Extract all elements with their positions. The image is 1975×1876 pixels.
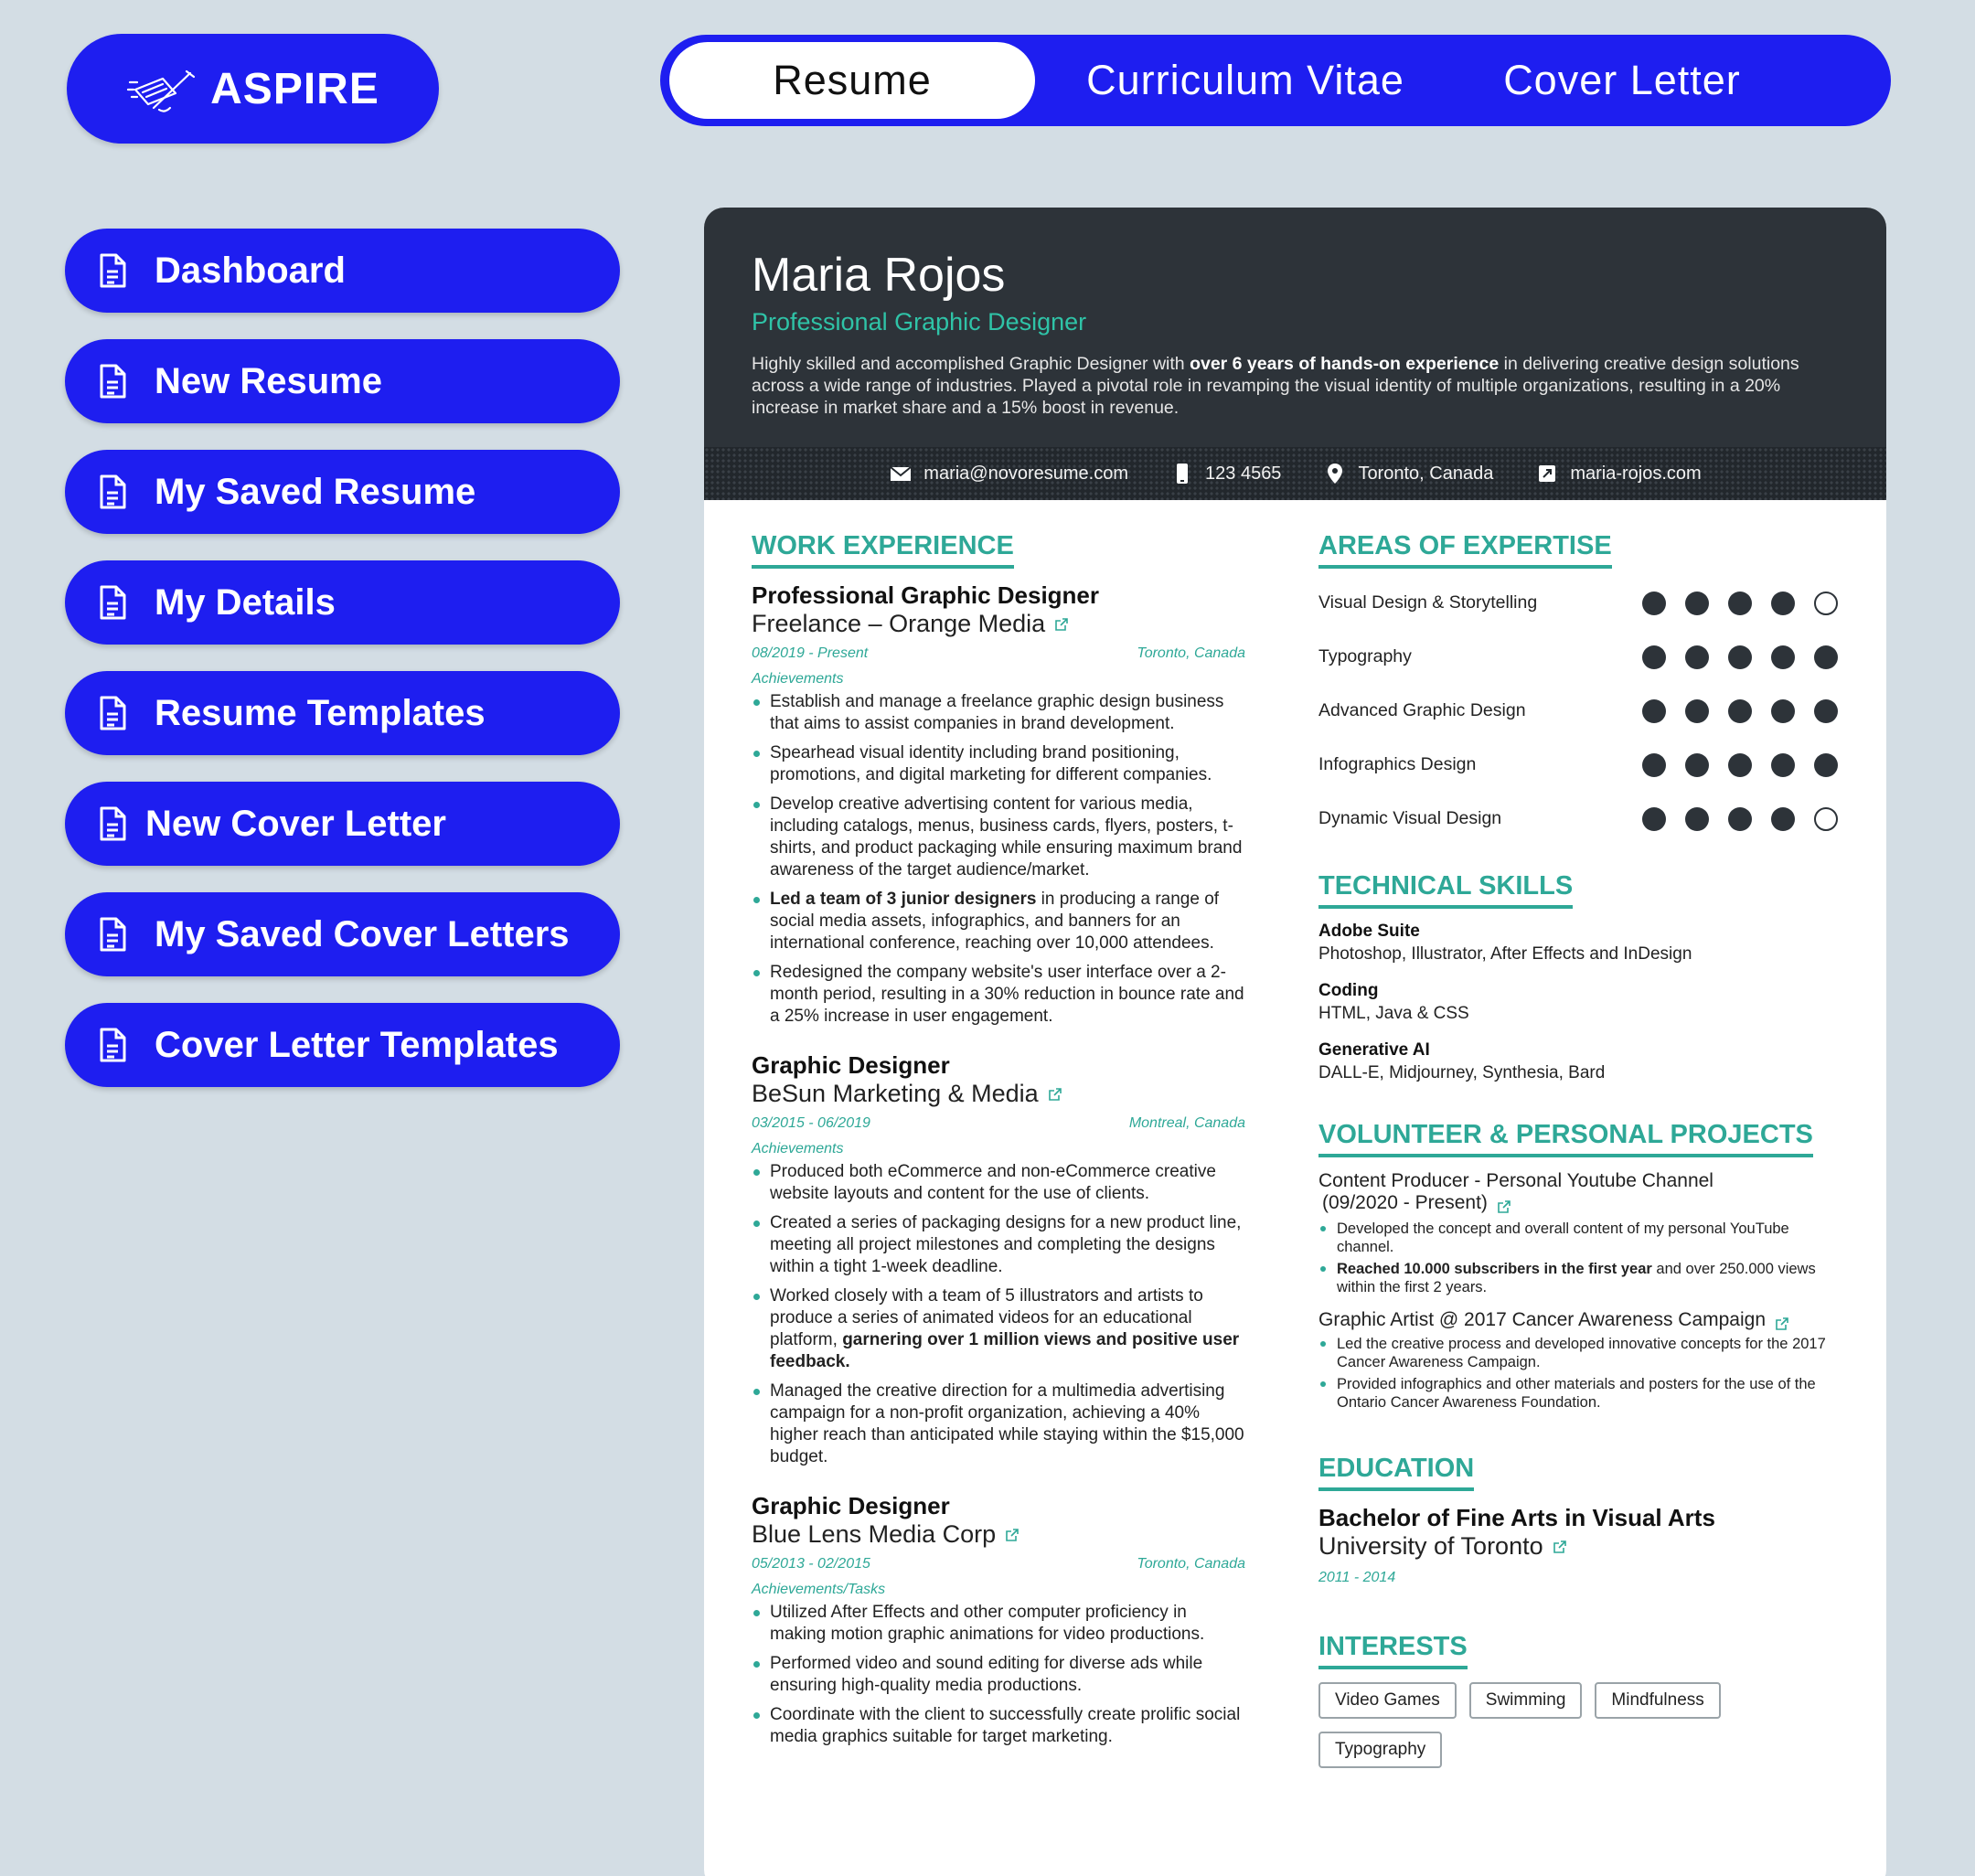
list-item: Led the creative process and developed innovative concepts for the 2017 Cancer Awareness Campaign. (1318, 1335, 1838, 1371)
sidebar-item-label: Resume Templates (155, 692, 486, 733)
tech-skill-name: Generative AI (1318, 1040, 1430, 1060)
interest-tag: Video Games (1318, 1682, 1457, 1719)
job-bullets (752, 691, 1245, 1028)
sidebar-item-new-cover-letter[interactable] (65, 782, 620, 866)
rating-dot-filled (1685, 592, 1709, 615)
contact-phone[interactable] (1170, 462, 1281, 485)
document-type-tabs (660, 35, 1891, 126)
rating-dot-filled (1728, 807, 1752, 831)
list-item: Develop creative advertising content for various media, including catalogs, menus, business cards, flyers, posters, t-shirts, and product packaging while ensuring maximum brand awareness of the target audience/market. (752, 794, 1245, 881)
contact-location-text: Toronto, Canada (1358, 463, 1494, 484)
project-dates[interactable] (1318, 1192, 1838, 1214)
document-icon (98, 584, 127, 621)
company-name: Freelance – Orange Media (752, 610, 1046, 637)
education-dates: 2011 - 2014 (1318, 1570, 1396, 1585)
job-location: Toronto, Canada (1137, 1556, 1245, 1572)
job-subheading: Achievements (752, 671, 844, 687)
rating-dot-filled (1728, 592, 1752, 615)
sidebar-item-resume-templates[interactable] (65, 671, 620, 755)
list-item: Led a team of 3 junior designers in producing a range of social media assets, infographics, and banners for an international conference, reaching over 10,000 attendees. (752, 889, 1245, 954)
skill-rating (1642, 645, 1838, 669)
project-subtitle: (09/2020 - Present) (1322, 1192, 1488, 1213)
contact-email-text: maria@novoresume.com (923, 463, 1129, 484)
job-company[interactable] (752, 610, 1245, 638)
list-item: Spearhead visual identity including brand positioning, promotions, and digital marketing for different companies. (752, 742, 1245, 786)
education-school[interactable] (1318, 1532, 1838, 1561)
job-subheading: Achievements/Tasks (752, 1582, 886, 1597)
list-item: Worked closely with a team of 5 illustrators and artists to produce a series of animated videos for an educational platform, garnering over 1 million views and positive user feedback. (752, 1285, 1245, 1373)
rating-dot-filled (1685, 645, 1709, 669)
sidebar-item-label: New Resume (155, 360, 382, 401)
resume-title: Professional Graphic Designer (752, 308, 1087, 336)
rating-dot-filled (1814, 645, 1838, 669)
job-title: Graphic Designer (752, 1051, 950, 1079)
tech-skill-name: Coding (1318, 981, 1379, 1000)
rating-dot-filled (1771, 753, 1795, 777)
project-bullets (1318, 1335, 1838, 1412)
section-heading: EDUCATION (1318, 1454, 1474, 1491)
resume-preview (704, 208, 1886, 1876)
technical-skills (1318, 922, 1838, 1083)
sidebar-item-label: My Details (155, 581, 336, 623)
section-heading: TECHNICAL SKILLS (1318, 871, 1573, 909)
section-heading: INTERESTS (1318, 1632, 1468, 1669)
skill-row (1318, 792, 1838, 846)
sidebar-item-new-resume[interactable] (65, 339, 620, 423)
skill-name: Typography (1318, 646, 1412, 666)
external-link-icon (1775, 1316, 1789, 1331)
phone-icon (1170, 462, 1194, 485)
writing-hand-icon (126, 62, 203, 115)
resume-body (704, 500, 1886, 1772)
summary-text: Highly skilled and accomplished Graphic Designer with (752, 354, 1190, 374)
job-meta (752, 645, 1245, 662)
skill-row (1318, 630, 1838, 684)
rating-dot-filled (1642, 807, 1666, 831)
document-icon (98, 363, 127, 400)
right-column (1318, 531, 1838, 1772)
document-icon (98, 1027, 127, 1063)
education-entry (1318, 1504, 1838, 1586)
rating-dot-filled (1728, 699, 1752, 723)
rating-dot-filled (1771, 699, 1795, 723)
sidebar-item-label: Cover Letter Templates (155, 1024, 559, 1065)
job-entry (752, 581, 1245, 1028)
job-dates: 03/2015 - 06/2019 (752, 1115, 870, 1131)
job-entry (752, 1492, 1245, 1748)
list-item: Coordinate with the client to successfully create prolific social media graphics suitable for target marketing. (752, 1704, 1245, 1748)
list-item: Created a series of packaging designs for a new product line, meeting all project milestones and completing the designs within a tight 1-week deadline. (752, 1212, 1245, 1278)
skill-name: Advanced Graphic Design (1318, 700, 1526, 720)
tech-skill (1318, 981, 1838, 1024)
tab-cover-letter[interactable]: Cover Letter (1503, 57, 1741, 103)
job-location: Montreal, Canada (1128, 1115, 1245, 1131)
skill-rating (1642, 807, 1838, 831)
sidebar-item-label: My Saved Resume (155, 471, 476, 512)
skill-rating (1642, 592, 1838, 615)
contact-phone-text: 123 4565 (1205, 463, 1282, 484)
section-heading: AREAS OF EXPERTISE (1318, 531, 1612, 569)
skill-name: Dynamic Visual Design (1318, 808, 1502, 828)
tech-skill-name: Adobe Suite (1318, 922, 1420, 941)
external-link-icon (1497, 1199, 1511, 1214)
link-icon (1535, 462, 1559, 485)
project-title: Content Producer - Personal Youtube Channel (1318, 1170, 1713, 1191)
sidebar-item-label: My Saved Cover Letters (155, 913, 570, 954)
job-meta (752, 1556, 1245, 1572)
external-link-icon (1054, 617, 1069, 632)
document-icon (98, 695, 127, 731)
location-pin-icon (1323, 462, 1347, 485)
interest-tag: Mindfulness (1595, 1682, 1720, 1719)
rating-dot-filled (1814, 699, 1838, 723)
sidebar-item-label: Dashboard (155, 250, 346, 291)
skill-name: Infographics Design (1318, 754, 1477, 774)
education-degree: Bachelor of Fine Arts in Visual Arts (1318, 1504, 1715, 1531)
section-heading: WORK EXPERIENCE (752, 531, 1014, 569)
interest-tag: Swimming (1469, 1682, 1583, 1719)
job-location: Toronto, Canada (1137, 645, 1245, 661)
sidebar (65, 229, 620, 1114)
sidebar-item-cover-letter-templates[interactable] (65, 1003, 620, 1087)
resume-name: Maria Rojos (752, 249, 1006, 302)
contact-location (1323, 462, 1493, 485)
project-entry (1318, 1170, 1838, 1296)
skill-row (1318, 738, 1838, 792)
job-bullets (752, 1602, 1245, 1748)
external-link-icon (1005, 1528, 1020, 1542)
project-title[interactable] (1318, 1309, 1838, 1331)
document-icon (98, 474, 127, 510)
contact-email[interactable] (889, 462, 1128, 485)
sidebar-item-my-saved-resume[interactable] (65, 450, 620, 534)
brand-name: ASPIRE (210, 64, 379, 113)
expertise-list (1318, 576, 1838, 846)
tech-skill-value: HTML, Java & CSS (1318, 1004, 1469, 1023)
rating-dot-filled (1771, 645, 1795, 669)
contact-bar (704, 447, 1886, 500)
sidebar-item-label: New Cover Letter (145, 803, 446, 844)
rating-dot-empty (1814, 807, 1838, 831)
job-title: Professional Graphic Designer (752, 581, 1100, 609)
rating-dot-filled (1685, 807, 1709, 831)
summary-highlight: over 6 years of hands-on experience (1190, 354, 1500, 374)
document-icon (98, 916, 127, 953)
job-entry (752, 1051, 1245, 1468)
rating-dot-filled (1771, 807, 1795, 831)
rating-dot-filled (1728, 753, 1752, 777)
left-column (752, 531, 1245, 1772)
tab-curriculum-vitae[interactable]: Curriculum Vitae (1086, 57, 1404, 103)
skill-rating (1642, 753, 1838, 777)
list-item: Performed video and sound editing for diverse ads while ensuring high-quality media productions. (752, 1653, 1245, 1697)
list-item: Redesigned the company website's user interface over a 2-month period, resulting in a 30% reduction in bounce rate and a 25% increase in user engagement. (752, 962, 1245, 1028)
email-icon (889, 462, 913, 485)
sidebar-item-my-saved-cover-letters[interactable] (65, 892, 620, 976)
interest-tag: Typography (1318, 1732, 1442, 1768)
tech-skill-value: DALL-E, Midjourney, Synthesia, Bard (1318, 1063, 1606, 1082)
job-meta (752, 1115, 1245, 1132)
rating-dot-filled (1642, 645, 1666, 669)
contact-website-text: maria-rojos.com (1570, 463, 1702, 484)
rating-dot-filled (1642, 592, 1666, 615)
list-item: Establish and manage a freelance graphic design business that aims to assist companies in brand development. (752, 691, 1245, 735)
list-item: Reached 10.000 subscribers in the first year and over 250.000 views within the first 2 years. (1318, 1260, 1838, 1296)
job-dates: 08/2019 - Present (752, 645, 869, 661)
sidebar-item-my-details[interactable] (65, 560, 620, 645)
interest-tags (1318, 1682, 1776, 1768)
document-icon (98, 252, 127, 289)
sidebar-item-dashboard[interactable] (65, 229, 620, 313)
rating-dot-filled (1728, 645, 1752, 669)
rating-dot-filled (1685, 753, 1709, 777)
skill-row (1318, 684, 1838, 738)
rating-dot-filled (1685, 699, 1709, 723)
external-link-icon (1048, 1087, 1062, 1102)
company-name: BeSun Marketing & Media (752, 1080, 1039, 1107)
rating-dot-empty (1814, 592, 1838, 615)
rating-dot-filled (1771, 592, 1795, 615)
skill-name: Visual Design & Storytelling (1318, 592, 1538, 613)
job-bullets (752, 1161, 1245, 1468)
tab-resume[interactable]: Resume (669, 42, 1035, 119)
job-subheading: Achievements (752, 1141, 844, 1157)
rating-dot-filled (1642, 699, 1666, 723)
job-company[interactable] (752, 1520, 1245, 1549)
external-link-icon (1553, 1540, 1567, 1554)
section-heading: VOLUNTEER & PERSONAL PROJECTS (1318, 1120, 1813, 1157)
rating-dot-filled (1642, 753, 1666, 777)
resume-summary (752, 353, 1839, 419)
list-item: Provided infographics and other materials and posters for the use of the Ontario Cancer Awareness Foundation. (1318, 1375, 1838, 1412)
tech-skill-value: Photoshop, Illustrator, After Effects and InDesign (1318, 944, 1692, 964)
list-item: Managed the creative direction for a multimedia advertising campaign for a non-profit organization, achieving a 40% higher reach than anticipated while staying within the $15,000 budget. (752, 1380, 1245, 1468)
rating-dot-filled (1814, 753, 1838, 777)
list-item: Produced both eCommerce and non-eCommerce creative website layouts and content for the use of clients. (752, 1161, 1245, 1205)
school-name: University of Toronto (1318, 1532, 1543, 1560)
resume-header (704, 208, 1886, 447)
brand-logo[interactable] (67, 34, 439, 144)
job-title: Graphic Designer (752, 1492, 950, 1519)
list-item: Utilized After Effects and other computer proficiency in making motion graphic animations for video productions. (752, 1602, 1245, 1646)
tech-skill (1318, 922, 1838, 965)
tech-skill (1318, 1040, 1838, 1083)
job-dates: 05/2013 - 02/2015 (752, 1556, 870, 1572)
project-bullets (1318, 1220, 1838, 1296)
summary-text: in delivering creative design solutions across a wide range of industries. Played a pivotal role in revamping the visual identity of multiple organizations, resulting in a 20% increase in market share and a 15% boost in revenue. (752, 354, 1799, 418)
company-name: Blue Lens Media Corp (752, 1520, 997, 1548)
project-title-text: Graphic Artist @ 2017 Cancer Awareness Campaign (1318, 1309, 1767, 1330)
job-company[interactable] (752, 1080, 1245, 1108)
contact-website[interactable] (1535, 462, 1701, 485)
skill-rating (1642, 699, 1838, 723)
project-entry (1318, 1309, 1838, 1412)
list-item: Developed the concept and overall content of my personal YouTube channel. (1318, 1220, 1838, 1256)
document-icon (98, 805, 127, 842)
skill-row (1318, 576, 1838, 630)
